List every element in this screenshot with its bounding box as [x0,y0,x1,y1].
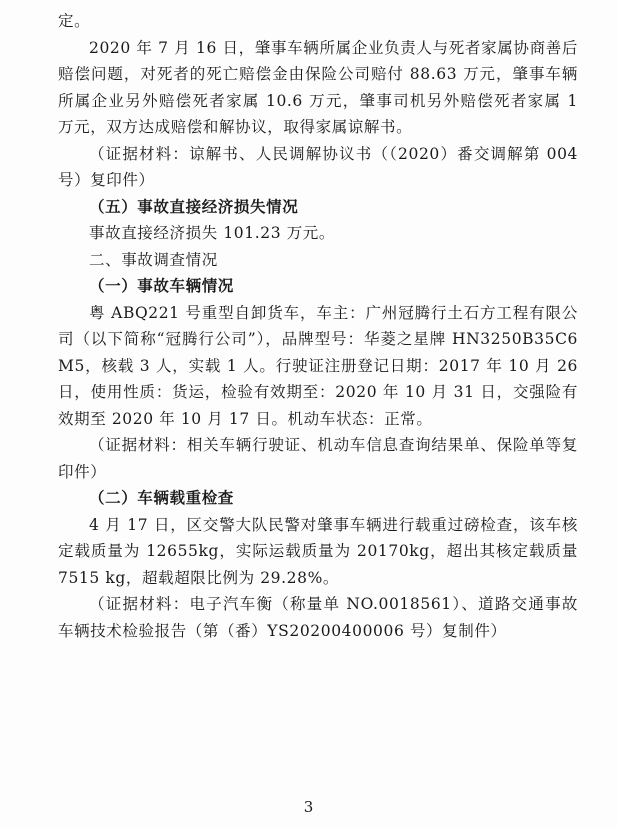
paragraph-vehicle-info: 粤 ABQ221 号重型自卸货车，车主：广州冠腾行土石方工程有限公司（以下简称“冠腾行公司”），品牌型号：华菱之星牌 HN3250B35C6M5，核载 3 人，实载 1 人。行驶证注册登记日期：2017 年 10 月 26 日，使用性质：货运，检验有效期至：2020 年 10 月 31 日，交强险有效期至 2020 年 10 月 17 日。机动车状态：正常。 [58,303,578,428]
page-number: 3 [303,798,314,816]
heading-economic-loss: （五）事故直接经济损失情况 [89,196,299,216]
paragraph-compensation: 2020 年 7 月 16 日，肇事车辆所属企业负责人与死者家属协商善后赔偿问题，对死者的死亡赔偿金由保险公司赔付 88.63 万元，肇事车辆所属企业另外赔偿死者家属 10.6 万元，肇事司机另外赔偿死者家属 1 万元，双方达成赔偿和解协议，取得家属谅解书。 [58,38,578,136]
paragraph-continued: 定。 [58,12,91,30]
evidence-note: （证据材料：谅解书、人民调解协议书（（2020）番交调解第 004 号）复印件） [58,144,578,189]
evidence-note: （证据材料：电子汽车衡（称量单 NO.0018561）、道路交通事故车辆技术检验报告（第（番）YS20200400006 号）复制件） [58,595,578,640]
paragraph-economic-loss: 事故直接经济损失 101.23 万元。 [89,224,335,242]
evidence-note: （证据材料：相关车辆行驶证、机动车信息查询结果单、保险单等复印件） [58,436,578,481]
document-body [58,8,578,644]
paragraph-load-check: 4 月 17 日，区交警大队民警对肇事车辆进行载重过磅检查，该车核定载质量为 12655kg，实际运载质量为 20170kg，超出其核定载质量 7515 kg，超载超限比例为 29.28%。 [58,515,578,587]
section-title-investigation: 二、事故调查情况 [89,250,218,269]
heading-load-check: （二）车辆载重检查 [89,488,234,507]
heading-vehicle-info: （一）事故车辆情况 [89,276,234,295]
